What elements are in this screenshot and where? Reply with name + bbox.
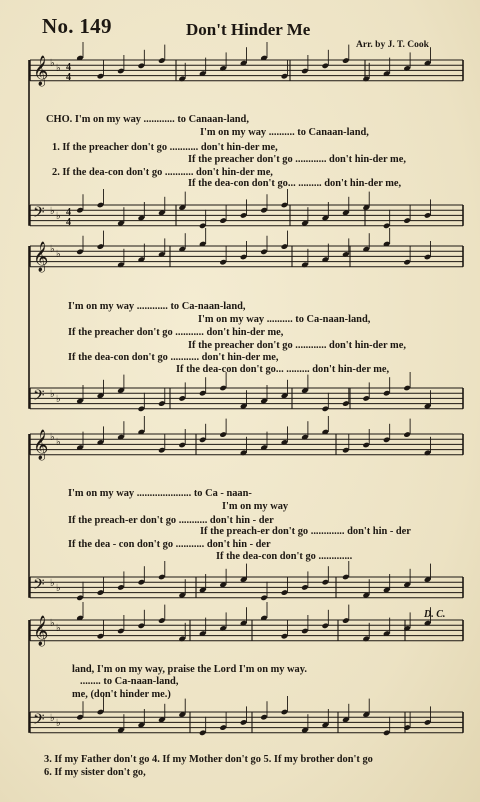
- lyric-line: If the dea-con don't go .............: [216, 551, 353, 562]
- lyric-line: If the preacher don't go ............ don't hin-der me,: [188, 340, 406, 351]
- verse-list: 6. If my sister don't go,: [44, 767, 146, 778]
- lyric-line: I'm on my way .......... to Canaan-land,: [200, 127, 369, 138]
- svg-text:♭: ♭: [50, 432, 55, 443]
- verse-list: 3. If my Father don't go 4. If my Mother don't go 5. If my brother don't go: [44, 754, 373, 765]
- lyric-line: If the dea-con don't go... ......... don't hin-der me,: [188, 178, 402, 189]
- lyric-line: If the preach-er don't go ........... don't hin - der: [68, 515, 274, 526]
- svg-text:𝄞: 𝄞: [33, 430, 49, 460]
- svg-text:4: 4: [66, 72, 71, 83]
- lyric-line: If the dea-con don't go... ......... don't hin-der me,: [176, 364, 390, 375]
- lyric-line: If the preach-er don't go ............. don't hin - der: [200, 526, 411, 537]
- svg-text:♭: ♭: [56, 623, 61, 634]
- lyric-line: I'm on my way .......... to Ca-naan-land,: [198, 314, 371, 325]
- svg-text:𝄞: 𝄞: [33, 242, 49, 272]
- svg-text:♭: ♭: [50, 713, 55, 724]
- hymn-number: No. 149: [42, 14, 112, 38]
- svg-text:♭: ♭: [56, 249, 61, 260]
- svg-text:4: 4: [66, 217, 71, 228]
- hymn-title: Don't Hinder Me: [186, 20, 311, 39]
- svg-text:♭: ♭: [56, 718, 61, 729]
- lyric-line: If the preacher don't go ........... don't hin-der me,: [68, 327, 284, 338]
- svg-text:♭: ♭: [50, 618, 55, 629]
- svg-text:𝄢: 𝄢: [33, 204, 45, 225]
- svg-text:4: 4: [66, 62, 71, 73]
- lyric-line: If the dea - con don't go ........... don't hin - der: [68, 539, 271, 550]
- lyric-line: ........ to Ca-naan-land,: [80, 676, 179, 687]
- lyric-line: CHO. I'm on my way ............ to Canaan-land,: [46, 114, 249, 125]
- lyric-line: land, I'm on my way, praise the Lord I'm on my way.: [72, 664, 307, 675]
- svg-text:𝄢: 𝄢: [33, 387, 45, 408]
- lyric-line: I'm on my way ..................... to Ca - naan-: [68, 488, 252, 499]
- svg-text:♭: ♭: [50, 578, 55, 589]
- svg-text:𝄞: 𝄞: [33, 616, 49, 646]
- lyric-line: 1. If the preacher don't go ........... don't hin-der me,: [52, 142, 278, 153]
- svg-text:4: 4: [66, 207, 71, 218]
- arranger-credit: Arr. by J. T. Cook: [356, 40, 429, 50]
- svg-text:♭: ♭: [56, 583, 61, 594]
- lyric-line: I'm on my way ............ to Ca-naan-land,: [68, 301, 246, 312]
- svg-text:♭: ♭: [56, 63, 61, 74]
- svg-text:♭: ♭: [50, 389, 55, 400]
- svg-text:𝄢: 𝄢: [33, 711, 45, 732]
- svg-text:♭: ♭: [56, 437, 61, 448]
- svg-text:♭: ♭: [56, 211, 61, 222]
- lyric-line: me, (don't hinder me.): [72, 689, 171, 700]
- lyric-line: If the preacher don't go ............ don't hin-der me,: [188, 154, 406, 165]
- lyric-line: I'm on my way: [222, 501, 289, 512]
- svg-text:𝄞: 𝄞: [33, 56, 49, 86]
- lyric-line: 2. If the dea-con don't go ........... don't hin-der me,: [52, 167, 273, 178]
- svg-text:♭: ♭: [50, 244, 55, 255]
- lyric-line: If the dea-con don't go ........... don't hin-der me,: [68, 352, 279, 363]
- svg-text:♭: ♭: [50, 58, 55, 69]
- svg-text:𝄢: 𝄢: [33, 576, 45, 597]
- svg-text:♭: ♭: [56, 394, 61, 405]
- da-capo-mark: D. C.: [424, 609, 446, 620]
- svg-text:♭: ♭: [50, 206, 55, 217]
